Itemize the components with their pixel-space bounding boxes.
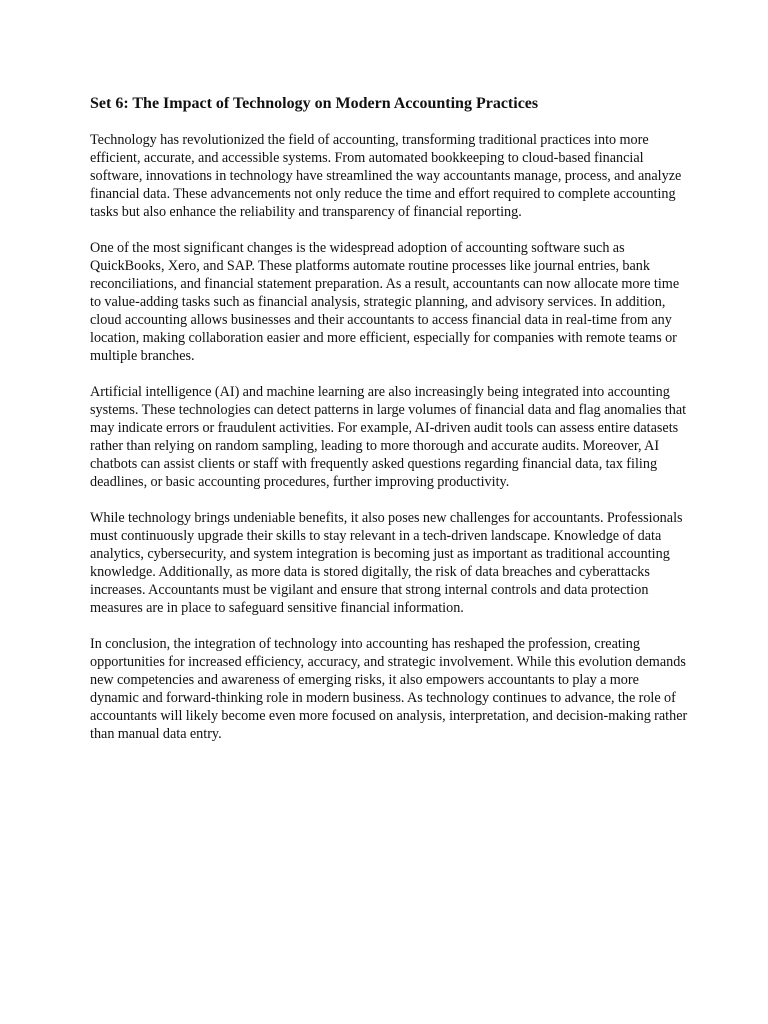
- document-body: [90, 94, 690, 761]
- paragraph-artificial-intelligence: Artificial intelligence (AI) and machine learning are also increasingly being integrated into accounting systems. These technologies can detect patterns in large volumes of financial data and flag anomalies that may indicate errors or fraudulent activities. For example, AI-driven audit tools can assess entire datasets rather than relying on random sampling, leading to more thorough and accurate audits. Moreover, AI chatbots can assist clients or staff with frequently asked questions regarding financial data, tax filing deadlines, or basic accounting procedures, further improving productivity.: [90, 384, 687, 490]
- paragraph-conclusion: In conclusion, the integration of technology into accounting has reshaped the profession, creating opportunities for increased efficiency, accuracy, and strategic involvement. While this evolution demands new competencies and awareness of emerging risks, it also empowers accountants to play a more dynamic and forward-thinking role in modern business. As technology continues to advance, the role of accountants will likely become even more focused on analysis, interpretation, and decision-making rather than manual data entry.: [90, 636, 688, 742]
- paragraph-introduction: Technology has revolutionized the field of accounting, transforming traditional practices into more efficient, accurate, and accessible systems. From automated bookkeeping to cloud-based financial software, innovations in technology have streamlined the way accountants manage, process, and analyze financial data. These advancements not only reduce the time and effort required to complete accounting tasks but also enhance the reliability and transparency of financial reporting.: [90, 132, 682, 220]
- document-title: Set 6: The Impact of Technology on Modern Accounting Practices: [90, 95, 539, 112]
- paragraph-accounting-software: One of the most significant changes is the widespread adoption of accounting software such as QuickBooks, Xero, and SAP. These platforms automate routine processes like journal entries, bank reconciliations, and financial statement preparation. As a result, accountants can now allocate more time to value-adding tasks such as financial analysis, strategic planning, and advisory services. In addition, cloud accounting allows businesses and their accountants to access financial data in real-time from any location, making collaboration easier and more efficient, especially for companies with remote teams or multiple branches.: [90, 240, 680, 364]
- paragraph-challenges: While technology brings undeniable benefits, it also poses new challenges for accountants. Professionals must continuously upgrade their skills to stay relevant in a tech-driven landscape. Knowledge of data analytics, cybersecurity, and system integration is becoming just as important as traditional accounting knowledge. Additionally, as more data is stored digitally, the risk of data breaches and cyberattacks increases. Accountants must be vigilant and ensure that strong internal controls and data protection measures are in place to safeguard sensitive financial information.: [90, 510, 683, 616]
